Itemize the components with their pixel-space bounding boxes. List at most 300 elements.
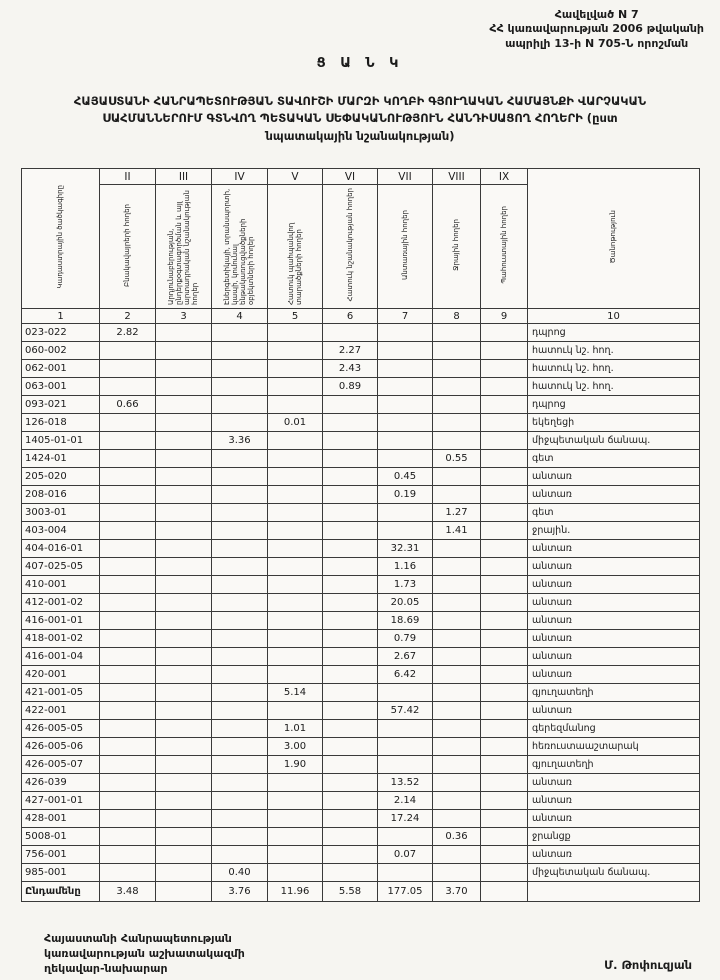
value-cell-water (433, 810, 481, 828)
note-cell: անտառ (528, 666, 700, 684)
value-cell-infrastructure (212, 792, 268, 810)
cadastral-code-cell: 426-039 (22, 774, 100, 792)
note-cell: գյուղատեղի (528, 756, 700, 774)
table-row (22, 504, 700, 522)
table-row (22, 846, 700, 864)
value-cell-protected (268, 342, 323, 360)
value-cell-infrastructure (212, 702, 268, 720)
table-row (22, 792, 700, 810)
value-cell-reserve (481, 846, 528, 864)
roman-numeral: III (156, 169, 212, 185)
cadastral-code-cell: 426-005-05 (22, 720, 100, 738)
value-cell-special (323, 486, 378, 504)
total-value-3 (156, 882, 212, 902)
value-cell-special (323, 468, 378, 486)
value-cell-infrastructure (212, 414, 268, 432)
value-cell-protected (268, 792, 323, 810)
value-cell-infrastructure (212, 504, 268, 522)
value-cell-infrastructure (212, 324, 268, 342)
value-cell-protected (268, 576, 323, 594)
value-cell-reserve (481, 342, 528, 360)
value-cell-protected (268, 468, 323, 486)
table-row (22, 756, 700, 774)
value-cell-water: 1.27 (433, 504, 481, 522)
value-cell-reserve (481, 738, 528, 756)
value-cell-special (323, 504, 378, 522)
value-cell-infrastructure (212, 612, 268, 630)
value-cell-reserve (481, 504, 528, 522)
value-cell-infrastructure (212, 360, 268, 378)
note-cell: հատուկ նշ. հող. (528, 342, 700, 360)
total-label: Ընդամենը (22, 882, 100, 902)
total-value-5: 11.96 (268, 882, 323, 902)
value-cell-industrial (156, 414, 212, 432)
value-cell-settlement (100, 774, 156, 792)
value-cell-reserve (481, 378, 528, 396)
table-row (22, 630, 700, 648)
value-cell-settlement: 0.66 (100, 396, 156, 414)
value-cell-settlement (100, 414, 156, 432)
value-cell-infrastructure (212, 738, 268, 756)
value-cell-infrastructure (212, 774, 268, 792)
value-cell-special (323, 702, 378, 720)
table-row (22, 324, 700, 342)
value-cell-special (323, 738, 378, 756)
total-value-2: 3.48 (100, 882, 156, 902)
value-cell-industrial (156, 612, 212, 630)
value-cell-industrial (156, 846, 212, 864)
roman-numeral: II (100, 169, 156, 185)
note-cell: անտառ (528, 540, 700, 558)
value-cell-water: 0.55 (433, 450, 481, 468)
note-cell: անտառ (528, 576, 700, 594)
signature-title-line-3: ղեկավար-նախարար (44, 961, 168, 975)
table-row (22, 486, 700, 504)
cadastral-code-cell: 062-001 (22, 360, 100, 378)
value-cell-reserve (481, 810, 528, 828)
value-cell-water (433, 846, 481, 864)
value-cell-protected (268, 504, 323, 522)
value-cell-forest (378, 504, 433, 522)
cadastral-code-cell: 208-016 (22, 486, 100, 504)
note-cell: անտառ (528, 702, 700, 720)
value-cell-reserve (481, 468, 528, 486)
value-cell-forest: 1.73 (378, 576, 433, 594)
value-cell-reserve (481, 720, 528, 738)
value-cell-forest: 0.45 (378, 468, 433, 486)
table-row (22, 396, 700, 414)
table-row (22, 522, 700, 540)
cadastral-code-cell: 422-001 (22, 702, 100, 720)
column-number: 4 (212, 309, 268, 324)
value-cell-special (323, 576, 378, 594)
column-number: 1 (22, 309, 100, 324)
note-cell: անտառ (528, 846, 700, 864)
value-cell-settlement (100, 630, 156, 648)
value-cell-reserve (481, 630, 528, 648)
roman-numeral: V (268, 169, 323, 185)
value-cell-industrial (156, 504, 212, 522)
value-cell-special (323, 540, 378, 558)
value-cell-infrastructure (212, 720, 268, 738)
table-row (22, 648, 700, 666)
value-cell-protected (268, 396, 323, 414)
value-cell-industrial (156, 342, 212, 360)
total-value-6: 5.58 (323, 882, 378, 902)
value-cell-settlement (100, 432, 156, 450)
total-value-7: 177.05 (378, 882, 433, 902)
value-cell-reserve (481, 864, 528, 882)
value-cell-forest: 0.79 (378, 630, 433, 648)
note-cell: անտառ (528, 630, 700, 648)
value-cell-forest (378, 342, 433, 360)
value-cell-forest: 57.42 (378, 702, 433, 720)
table-row (22, 450, 700, 468)
value-cell-infrastructure (212, 594, 268, 612)
value-cell-infrastructure: 0.40 (212, 864, 268, 882)
note-cell: միջպետական ճանապ. (528, 864, 700, 882)
value-cell-water (433, 432, 481, 450)
value-cell-settlement (100, 648, 156, 666)
value-cell-industrial (156, 666, 212, 684)
value-cell-reserve (481, 684, 528, 702)
value-cell-settlement (100, 828, 156, 846)
value-cell-special (323, 324, 378, 342)
value-cell-settlement (100, 846, 156, 864)
cadastral-code-cell: 1424-01 (22, 450, 100, 468)
value-cell-settlement (100, 702, 156, 720)
col-header-special-lands (323, 185, 378, 309)
value-cell-water (433, 396, 481, 414)
value-cell-water (433, 738, 481, 756)
value-cell-reserve (481, 558, 528, 576)
value-cell-settlement (100, 720, 156, 738)
value-cell-reserve (481, 486, 528, 504)
col-header-reserve-lands (481, 185, 528, 309)
table-row (22, 576, 700, 594)
value-cell-industrial (156, 648, 212, 666)
value-cell-industrial (156, 774, 212, 792)
cadastral-code-cell: 420-001 (22, 666, 100, 684)
table-body (22, 324, 700, 882)
value-cell-protected (268, 846, 323, 864)
value-cell-settlement (100, 738, 156, 756)
value-cell-special (323, 828, 378, 846)
value-cell-forest (378, 360, 433, 378)
value-cell-reserve (481, 666, 528, 684)
value-cell-special (323, 666, 378, 684)
note-cell: եկեղեցի (528, 414, 700, 432)
table-row (22, 378, 700, 396)
value-cell-forest (378, 432, 433, 450)
value-cell-infrastructure (212, 540, 268, 558)
cadastral-code-cell: 416-001-01 (22, 612, 100, 630)
note-cell: ջրային. (528, 522, 700, 540)
value-cell-protected: 1.90 (268, 756, 323, 774)
column-number: 6 (323, 309, 378, 324)
value-cell-infrastructure (212, 648, 268, 666)
note-cell: դպրոց (528, 324, 700, 342)
value-cell-settlement (100, 504, 156, 522)
note-cell: միջպետական ճանապ. (528, 432, 700, 450)
value-cell-special: 2.43 (323, 360, 378, 378)
rotated-header-text: Անտառային հողեր (400, 210, 409, 280)
value-cell-special (323, 432, 378, 450)
value-cell-infrastructure (212, 342, 268, 360)
value-cell-forest (378, 738, 433, 756)
value-cell-settlement (100, 792, 156, 810)
value-cell-protected (268, 378, 323, 396)
signature-title-line-2: կառավարության աշխատակազմի (44, 946, 245, 960)
value-cell-water (433, 558, 481, 576)
col-header-note (528, 169, 700, 309)
note-cell: անտառ (528, 594, 700, 612)
value-cell-special (323, 720, 378, 738)
cadastral-code-cell: 421-001-05 (22, 684, 100, 702)
cadastral-code-cell: 412-001-02 (22, 594, 100, 612)
value-cell-infrastructure (212, 828, 268, 846)
value-cell-industrial (156, 864, 212, 882)
column-number: 7 (378, 309, 433, 324)
roman-numeral: VII (378, 169, 433, 185)
table-row (22, 810, 700, 828)
column-number: 9 (481, 309, 528, 324)
appendix-line-1: Հավելված N 7 (554, 8, 639, 21)
value-cell-infrastructure (212, 684, 268, 702)
value-cell-industrial (156, 522, 212, 540)
value-cell-protected (268, 558, 323, 576)
table-row (22, 864, 700, 882)
rotated-header-text: Կադաստրային ծածկագիրը (56, 185, 65, 289)
value-cell-industrial (156, 828, 212, 846)
table-row (22, 666, 700, 684)
value-cell-infrastructure (212, 450, 268, 468)
cadastral-code-cell: 418-001-02 (22, 630, 100, 648)
value-cell-infrastructure (212, 666, 268, 684)
value-cell-infrastructure (212, 846, 268, 864)
value-cell-industrial (156, 396, 212, 414)
value-cell-forest: 6.42 (378, 666, 433, 684)
value-cell-industrial (156, 594, 212, 612)
total-note (528, 882, 700, 902)
value-cell-industrial (156, 684, 212, 702)
value-cell-special (323, 450, 378, 468)
note-cell: անտառ (528, 810, 700, 828)
value-cell-protected (268, 810, 323, 828)
note-cell: հատուկ նշ. հող. (528, 360, 700, 378)
value-cell-forest (378, 720, 433, 738)
value-cell-infrastructure (212, 810, 268, 828)
value-cell-special: 0.89 (323, 378, 378, 396)
value-cell-settlement (100, 684, 156, 702)
value-cell-water (433, 666, 481, 684)
value-cell-reserve (481, 612, 528, 630)
note-cell: գետ (528, 504, 700, 522)
value-cell-water (433, 360, 481, 378)
roman-numeral: VIII (433, 169, 481, 185)
column-number: 3 (156, 309, 212, 324)
value-cell-reserve (481, 396, 528, 414)
roman-numeral: IX (481, 169, 528, 185)
column-number: 8 (433, 309, 481, 324)
value-cell-settlement (100, 378, 156, 396)
col-header-cadastral-code (22, 169, 100, 309)
cadastral-code-cell: 205-020 (22, 468, 100, 486)
value-cell-settlement (100, 468, 156, 486)
value-cell-protected (268, 486, 323, 504)
rotated-header-text: Բնակավայրերի հողեր (123, 203, 132, 287)
page-subtitle (14, 93, 706, 145)
value-cell-industrial (156, 756, 212, 774)
note-cell: անտառ (528, 648, 700, 666)
value-cell-industrial (156, 792, 212, 810)
value-cell-water (433, 468, 481, 486)
value-cell-reserve (481, 522, 528, 540)
cadastral-code-cell: 093-021 (22, 396, 100, 414)
cadastral-code-cell: 5008-01 (22, 828, 100, 846)
value-cell-industrial (156, 360, 212, 378)
value-cell-settlement (100, 522, 156, 540)
col-header-industrial-lands (156, 185, 212, 309)
value-cell-industrial (156, 738, 212, 756)
value-cell-industrial (156, 468, 212, 486)
value-cell-reserve (481, 594, 528, 612)
table-row (22, 720, 700, 738)
value-cell-forest (378, 522, 433, 540)
table-row (22, 612, 700, 630)
value-cell-forest: 2.14 (378, 792, 433, 810)
table-row (22, 360, 700, 378)
value-cell-infrastructure (212, 468, 268, 486)
value-cell-protected (268, 666, 323, 684)
subtitle-line-1: ՀԱՅԱՍՏԱՆԻ ՀԱՆՐԱՊԵՏՈՒԹՅԱՆ ՏԱՎՈՒՇԻ ՄԱՐԶԻ ԿՈՂԲԻ ԳՅՈՒՂԱԿԱՆ ՀԱՄԱՅՆՔԻ ՎԱՐՉԱԿԱՆ (73, 94, 647, 108)
value-cell-forest (378, 828, 433, 846)
value-cell-special (323, 774, 378, 792)
value-cell-protected: 3.00 (268, 738, 323, 756)
note-cell: գյուղատեղի (528, 684, 700, 702)
value-cell-settlement (100, 360, 156, 378)
col-header-forest-lands (378, 185, 433, 309)
col-header-settlement-lands (100, 185, 156, 309)
note-cell: ջրանցք (528, 828, 700, 846)
appendix-line-2: ՀՀ կառավարության 2006 թվականի (489, 22, 704, 36)
value-cell-forest (378, 684, 433, 702)
value-cell-settlement (100, 612, 156, 630)
value-cell-reserve (481, 576, 528, 594)
cadastral-code-cell: 427-001-01 (22, 792, 100, 810)
column-numbers-row (22, 309, 700, 324)
note-cell: հատուկ նշ. հող. (528, 378, 700, 396)
value-cell-infrastructure: 3.36 (212, 432, 268, 450)
value-cell-industrial (156, 378, 212, 396)
cadastral-code-cell: 023-022 (22, 324, 100, 342)
cadastral-code-cell: 428-001 (22, 810, 100, 828)
value-cell-reserve (481, 414, 528, 432)
value-cell-forest (378, 450, 433, 468)
value-cell-protected: 0.01 (268, 414, 323, 432)
value-cell-forest: 18.69 (378, 612, 433, 630)
value-cell-industrial (156, 720, 212, 738)
column-number: 5 (268, 309, 323, 324)
value-cell-reserve (481, 324, 528, 342)
value-cell-water (433, 414, 481, 432)
value-cell-reserve (481, 648, 528, 666)
page-title: Ց Ա Ն Կ (316, 56, 404, 71)
value-cell-settlement (100, 594, 156, 612)
value-cell-water (433, 648, 481, 666)
value-cell-forest (378, 864, 433, 882)
value-cell-protected (268, 774, 323, 792)
value-cell-infrastructure (212, 396, 268, 414)
table-row (22, 774, 700, 792)
roman-numerals-row (22, 169, 700, 185)
column-number: 2 (100, 309, 156, 324)
value-cell-forest: 0.07 (378, 846, 433, 864)
value-cell-forest: 20.05 (378, 594, 433, 612)
table-row (22, 414, 700, 432)
signature-title-block (44, 932, 245, 977)
table-row (22, 468, 700, 486)
value-cell-settlement (100, 540, 156, 558)
rotated-header-text: Ջրային հողեր (452, 219, 461, 271)
table-row (22, 432, 700, 450)
value-cell-special: 2.27 (323, 342, 378, 360)
value-cell-protected: 5.14 (268, 684, 323, 702)
value-cell-forest: 32.31 (378, 540, 433, 558)
table-row (22, 342, 700, 360)
value-cell-forest: 17.24 (378, 810, 433, 828)
table-row (22, 828, 700, 846)
value-cell-special (323, 792, 378, 810)
value-cell-protected (268, 594, 323, 612)
value-cell-water (433, 540, 481, 558)
value-cell-industrial (156, 558, 212, 576)
value-cell-forest: 13.52 (378, 774, 433, 792)
value-cell-water (433, 864, 481, 882)
appendix-block (489, 8, 704, 51)
value-cell-water (433, 378, 481, 396)
table-row (22, 540, 700, 558)
value-cell-water (433, 720, 481, 738)
rotated-header-text: Էներգետիկայի, տրանսպորտի, կապի, կոմունալ ենթակառուցվածքների օբյեկտների հողեր (223, 188, 256, 305)
value-cell-water (433, 486, 481, 504)
note-cell: անտառ (528, 468, 700, 486)
signature-name: Մ. Թոփուզյան (604, 958, 692, 972)
value-cell-protected (268, 828, 323, 846)
note-cell: անտառ (528, 558, 700, 576)
value-cell-protected (268, 612, 323, 630)
value-cell-settlement (100, 576, 156, 594)
value-cell-special (323, 810, 378, 828)
value-cell-infrastructure (212, 486, 268, 504)
note-cell: գետ (528, 450, 700, 468)
roman-numeral: VI (323, 169, 378, 185)
col-header-water-lands (433, 185, 481, 309)
note-cell: հեռուստաաշտարակ (528, 738, 700, 756)
value-cell-special (323, 684, 378, 702)
column-number: 10 (528, 309, 700, 324)
total-value-9 (481, 882, 528, 902)
value-cell-reserve (481, 540, 528, 558)
value-cell-settlement (100, 558, 156, 576)
value-cell-reserve (481, 756, 528, 774)
value-cell-infrastructure (212, 576, 268, 594)
value-cell-water (433, 630, 481, 648)
value-cell-reserve (481, 432, 528, 450)
value-cell-settlement (100, 864, 156, 882)
value-cell-protected (268, 540, 323, 558)
value-cell-infrastructure (212, 522, 268, 540)
